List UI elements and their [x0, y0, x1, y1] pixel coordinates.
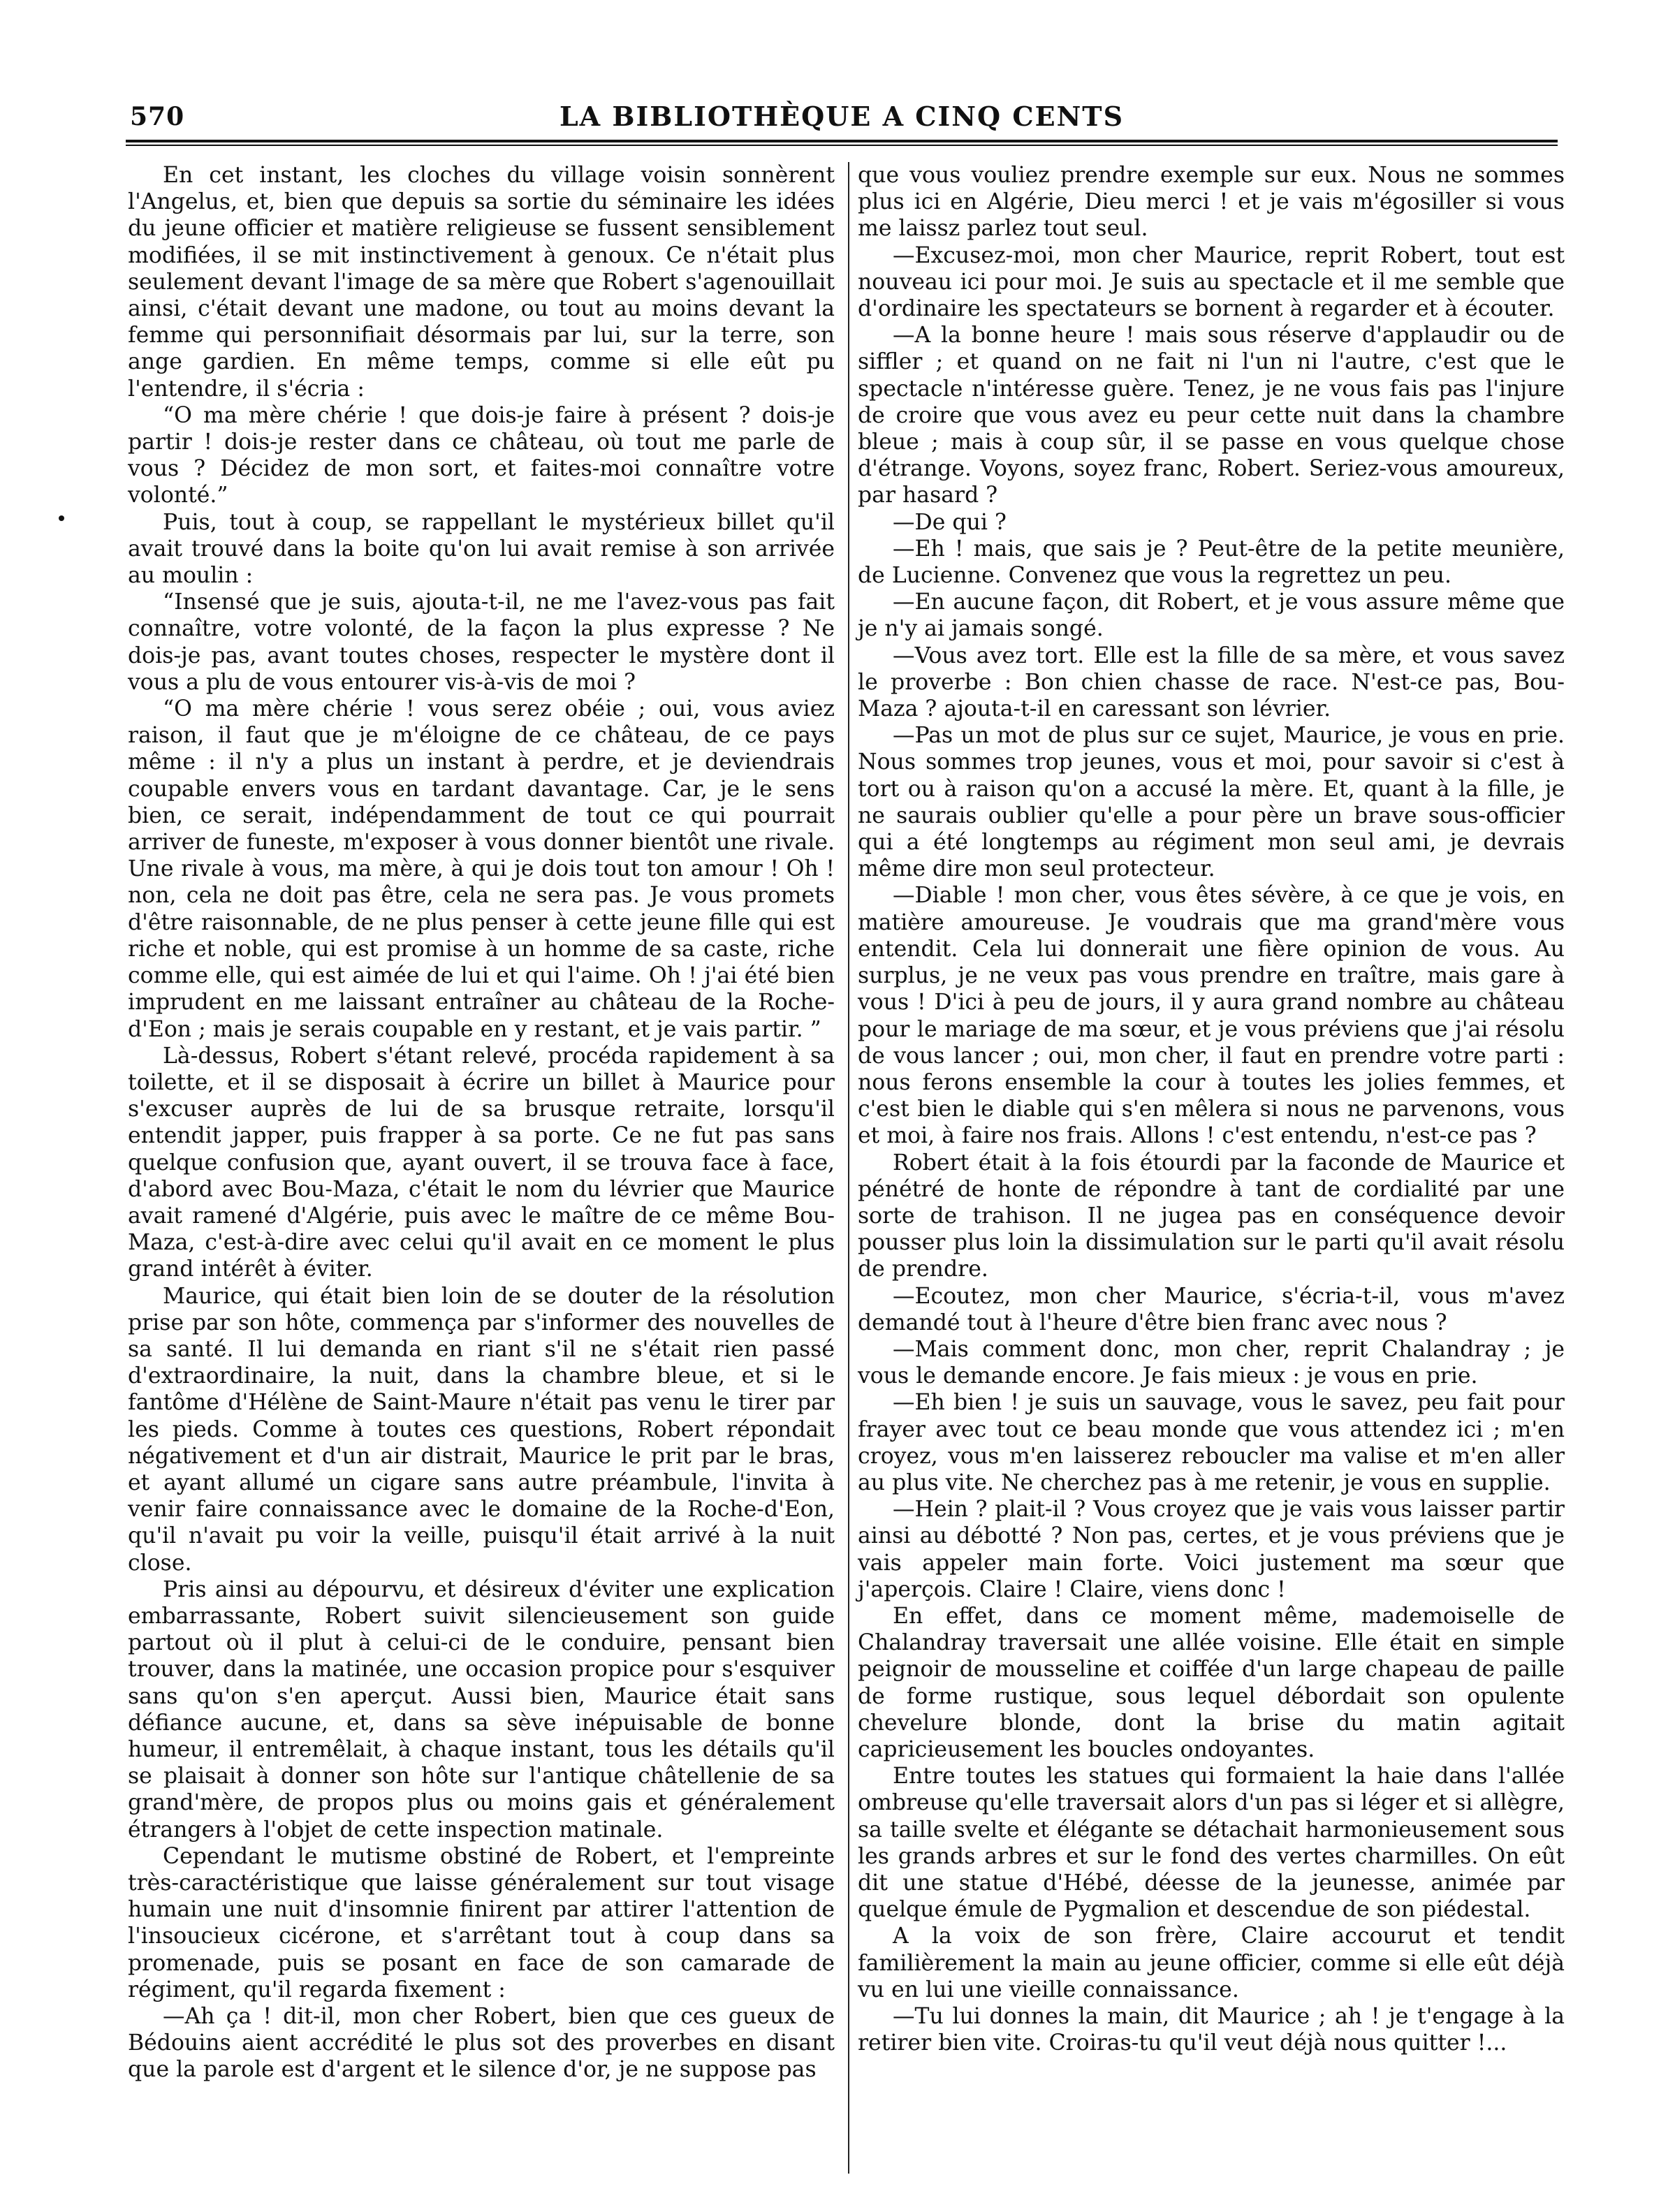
paragraph: —Ah ça ! dit-il, mon cher Robert, bien que ces gueux de Bédouins aient accrédité le plus sot des proverbes en disant que la parole est d'argent et le silence d'or, je ne suppose pas: [128, 2004, 835, 2083]
paragraph: —Excusez-moi, mon cher Maurice, reprit Robert, tout est nouveau ici pour moi. Je suis au spectacle et il me semble que d'ordinaire les spectateurs se bornent à regarder et à écouter.: [858, 242, 1565, 322]
paragraph: —Hein ? plait-il ? Vous croyez que je vais vous laisser partir ainsi au débotté ? Non pas, certes, et je vous préviens que je vais appeler main forte. Voici justement ma sœur que j'aperçois. Claire ! Claire, viens donc !: [858, 1497, 1565, 1602]
running-title: LA BIBLIOTHÈQUE A CINQ CENTS: [559, 101, 1125, 132]
right-column: [858, 162, 1565, 2056]
paragraph: Maurice, qui était bien loin de se douter de la résolution prise par son hôte, commença par s'informer des nouvelles de sa santé. Il lui demanda en riant s'il ne s'était rien passé d'extraordinaire, la nuit, dans la chambre bleue, et si le fantôme d'Hélène de Saint-Maure n'était pas venu le tirer par les pieds. Comme à toutes ces questions, Robert répondait négativement et d'un air distrait, Maurice le prit par le bras, et ayant allumé un cigare sans autre préambule, l'invita à venir faire connaissance avec le domaine de la Roche-d'Eon, qu'il n'avait pu voir la veille, puisqu'il était arrivé à la nuit close.: [128, 1283, 835, 1576]
page-number: 570: [130, 102, 185, 131]
paragraph: Pris ainsi au dépourvu, et désireux d'éviter une explication embarrassante, Robert suivit silencieusement son guide partout où il plut à celui-ci de le conduire, pensant bien trouver, dans la matinée, une occasion propice pour s'esquiver sans qu'on s'en aperçut. Aussi bien, Maurice était sans défiance aucune, et, dans sa sève inépuisable de bonne humeur, il entremêlait, à chaque instant, tous les détails qu'il se plaisait à donner son hôte sur l'antique châtellenie de sa grand'mère, de propos plus ou moins gais et généralement étrangers à l'objet de cette inspection matinale.: [128, 1576, 835, 1843]
paragraph: En effet, dans ce moment même, mademoiselle de Chalandray traversait une allée voisine. Elle était en simple peignoir de mousseline et coiffée d'un large chapeau de paille de forme rustique, sous lequel débordait son opulente chevelure blonde, dont la brise du matin agitait capricieusement les boucles ondoyantes.: [858, 1603, 1565, 1762]
page-header: [126, 98, 1558, 140]
paragraph: —Tu lui donnes la main, dit Maurice ; ah ! je t'engage à la retirer bien vite. Croiras-tu qu'il veut déjà nous quitter !...: [858, 2004, 1565, 2056]
header-rule-thin: [126, 145, 1558, 146]
paragraph: —A la bonne heure ! mais sous réserve d'applaudir ou de siffler ; et quand on ne fait ni l'un ni l'autre, c'est que le spectacle n'intéresse guère. Tenez, je ne vous fais pas l'injure de croire que vous avez eu peur cette nuit dans la chambre bleue ; mais à coup sûr, il se passe en vous quelque chose d'étrange. Voyons, soyez franc, Robert. Seriez-vous amoureux, par hasard ?: [858, 323, 1565, 508]
paragraph: Robert était à la fois étourdi par la faconde de Maurice et pénétré de honte de répondre à tant de cordialité par une sorte de trahison. Il ne jugea pas en conséquence devoir pousser plus loin la dissimulation sur le parti qu'il avait résolu de prendre.: [858, 1150, 1565, 1282]
paragraph: —Ecoutez, mon cher Maurice, s'écria-t-il, vous m'avez demandé tout à l'heure d'être bien franc avec nous ?: [858, 1283, 1565, 1335]
paragraph: Là-dessus, Robert s'étant relevé, procéda rapidement à sa toilette, et il se disposait à écrire un billet à Maurice pour s'excuser auprès de lui de sa brusque retraite, lorsqu'il entendit japper, puis frapper à sa porte. Ce ne fut pas sans quelque confusion que, ayant ouvert, il se trouva face à face, d'abord avec Bou-Maza, c'était le nom du lévrier que Maurice avait ramené d'Algérie, puis avec le maître de ce même Bou-Maza, c'est-à-dire avec celui qu'il avait en ce moment le plus grand intérêt à éviter.: [128, 1043, 835, 1282]
paragraph: —De qui ?: [893, 509, 1007, 535]
paragraph: Puis, tout à coup, se rappellant le mystérieux billet qu'il avait trouvé dans la boite qu'on lui avait remise à son arrivée au moulin :: [128, 509, 835, 589]
paragraph: —Mais comment donc, mon cher, reprit Chalandray ; je vous le demande encore. Je fais mieux : je vous en prie.: [858, 1336, 1565, 1389]
paragraph: A la voix de son frère, Claire accourut et tendit familièrement la main au jeune officier, comme si elle eût déjà vu en lui une vieille connaissance.: [858, 1924, 1565, 2002]
margin-mark: [59, 515, 64, 521]
left-column: [128, 162, 835, 2083]
header-rule-thick: [126, 140, 1558, 142]
paragraph: “O ma mère chérie ! que dois-je faire à présent ? dois-je partir ! dois-je rester dans ce château, où tout me parle de vous ? Décidez de mon sort, et faites-moi connaître votre volonté.”: [128, 402, 835, 508]
paragraph: Entre toutes les statues qui formaient la haie dans l'allée ombreuse qu'elle traversait alors d'un pas si léger et si allègre, sa taille svelte et élégante se détachait harmonieusement sous les grands arbres et sur le fond des vertes charmilles. On eût dit une statue d'Hébé, déesse de la jeunesse, animée par quelque émule de Pygmalion et descendue de son piédestal.: [858, 1764, 1565, 1923]
paragraph: —Diable ! mon cher, vous êtes sévère, à ce que je vois, en matière amoureuse. Je voudrais que ma grand'mère vous entendit. Cela lui donnerait une fière opinion de vous. Au surplus, je ne veux pas vous prendre en traître, mais gare à vous ! D'ici à peu de jours, il y aura grand nombre au château pour le mariage de ma sœur, et je vous préviens que j'ai résolu de vous lancer ; oui, mon cher, il faut en prendre votre parti : nous ferons ensemble la cour à toutes les jolies femmes, et c'est bien le diable qui s'en mêlera si nous ne parvenons, vous et moi, à faire nos frais. Allons ! c'est entendu, n'est-ce pas ?: [858, 883, 1565, 1149]
paragraph: “O ma mère chérie ! vous serez obéie ; oui, vous aviez raison, il faut que je m'éloigne de ce château, de ce pays même : il n'y a plus un instant à perdre, et je deviendrais coupable envers vous en tardant davantage. Car, je le sens bien, ce serait, indépendamment de tout ce qui pourrait arriver de funeste, m'exposer à vous donner bientôt une rivale. Une rivale à vous, ma mère, à qui je dois tout ton amour ! Oh ! non, cela ne doit pas être, cela ne sera pas. Je vous promets d'être raisonnable, de ne plus penser à cette jeune fille qui est riche et noble, qui est promise à un homme de sa caste, riche comme elle, qui est aimée de lui et qui l'aime. Oh ! j'ai été bien imprudent en me laissant entraîner au château de la Roche-d'Eon ; mais je serais coupable en y restant, et je vais partir. ”: [128, 696, 835, 1042]
paragraph: que vous vouliez prendre exemple sur eux. Nous ne sommes plus ici en Algérie, Dieu merci ! et je vais m'égosiller si vous me laissz parlez tout seul.: [858, 163, 1565, 242]
column-divider: [848, 162, 849, 2174]
paragraph: En cet instant, les cloches du village voisin sonnèrent l'Angelus, et, bien que depuis sa sortie du séminaire les idées du jeune officier et matière religieuse se fussent sensiblement modifiées, il se mit instinctivement à genoux. Ce n'était plus seulement devant l'image de sa mère que Robert s'agenouillait ainsi, c'était devant une madone, ou tout au moins devant la femme qui personnifiait désormais par lui, sur la terre, son ange gardien. En même temps, comme si elle eût pu l'entendre, il s'écria :: [128, 163, 835, 402]
paragraph: —Eh ! mais, que sais je ? Peut-être de la petite meunière, de Lucienne. Convenez que vous la regrettez un peu.: [858, 536, 1565, 589]
paragraph: —En aucune façon, dit Robert, et je vous assure même que je n'y ai jamais songé.: [858, 589, 1565, 642]
paragraph: “Insensé que je suis, ajouta-t-il, ne me l'avez-vous pas fait connaître, votre volonté, de la façon la plus expresse ? Ne dois-je pas, avant toutes choses, respecter le mystère dont il vous a plu de vous entourer vis-à-vis de moi ?: [128, 589, 835, 695]
paragraph: —Eh bien ! je suis un sauvage, vous le savez, peu fait pour frayer avec tout ce beau monde que vous attendez ici ; m'en croyez, vous m'en laisserez reboucler ma valise et m'en aller au plus vite. Ne cherchez pas à me retenir, je vous en supplie.: [858, 1390, 1565, 1495]
paragraph: —Pas un mot de plus sur ce sujet, Maurice, je vous en prie. Nous sommes trop jeunes, vous et moi, pour savoir si c'est à tort ou à raison qu'on a accusé la mère. Et, quant à la fille, je ne saurais oublier qu'elle a pour père un brave sous-officier qui a été longtemps au régiment mon seul ami, je devrais même dire mon seul protecteur.: [858, 723, 1565, 882]
paragraph: —Vous avez tort. Elle est la fille de sa mère, et vous savez le proverbe : Bon chien chasse de race. N'est-ce pas, Bou-Maza ? ajouta-t-il en caressant son lévrier.: [858, 643, 1565, 722]
paragraph: Cependant le mutisme obstiné de Robert, et l'empreinte très-caractéristique que laisse généralement sur tout visage humain une nuit d'insomnie finirent par attirer l'attention de l'insoucieux cicérone, et s'arrêtant tout à coup dans sa promenade, puis se posant en face de son camarade de régiment, qu'il regarda fixement :: [128, 1843, 835, 2002]
